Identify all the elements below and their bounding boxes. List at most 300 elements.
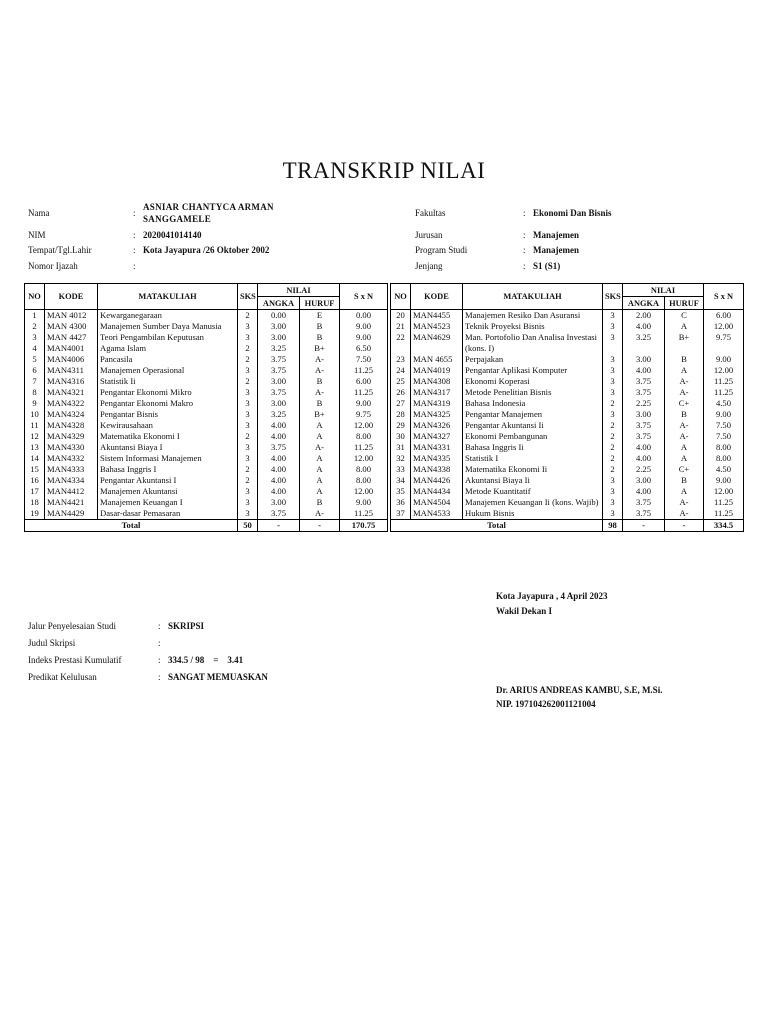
course-name: Akuntansi Biaya Ii — [463, 475, 603, 486]
course-sxn: 9.00 — [704, 354, 744, 365]
course-name: Pancasila — [98, 354, 238, 365]
course-angka: 3.75 — [623, 431, 665, 442]
course-name: Pengantar Ekonomi Mikro — [98, 387, 238, 398]
course-name: Manajemen Keuangan I — [98, 497, 238, 508]
course-sxn: 6.00 — [340, 376, 388, 387]
course-no: 8 — [25, 387, 45, 398]
course-sks: 2 — [238, 354, 258, 365]
label-nomor-ijazah: Nomor Ijazah — [28, 261, 78, 271]
course-code: MAN4504 — [411, 497, 463, 508]
course-name: Manajemen Sumber Daya Manusia — [98, 321, 238, 332]
course-angka: 0.00 — [258, 310, 300, 322]
course-sks: 3 — [238, 453, 258, 464]
course-no: 27 — [391, 398, 411, 409]
course-code: MAN4326 — [411, 420, 463, 431]
course-angka: 3.75 — [258, 387, 300, 398]
course-huruf: A- — [665, 497, 704, 508]
course-angka: 3.75 — [258, 442, 300, 453]
course-angka: 4.00 — [258, 420, 300, 431]
course-row — [25, 409, 388, 420]
course-sks: 3 — [238, 387, 258, 398]
course-sxn: 7.50 — [340, 354, 388, 365]
course-sks: 3 — [238, 409, 258, 420]
left-total-sxn: 170.75 — [340, 520, 388, 532]
course-code: MAN4319 — [411, 398, 463, 409]
course-name: Statistik Ii — [98, 376, 238, 387]
course-code: MAN4338 — [411, 464, 463, 475]
label-jenjang: Jenjang — [415, 261, 443, 271]
course-name: Pengantar Akuntansi I — [98, 475, 238, 486]
course-huruf: B — [300, 398, 340, 409]
course-row — [391, 508, 744, 520]
course-code: MAN 4300 — [45, 321, 98, 332]
course-code: MAN4335 — [411, 453, 463, 464]
course-row — [391, 376, 744, 387]
colon: : — [133, 230, 136, 240]
course-code: MAN 4655 — [411, 354, 463, 365]
course-huruf: A — [300, 486, 340, 497]
course-angka: 3.75 — [258, 354, 300, 365]
course-name: Statistik I — [463, 453, 603, 464]
course-name: Metode Penelitian Bisnis — [463, 387, 603, 398]
course-no: 4 — [25, 343, 45, 354]
course-no: 12 — [25, 431, 45, 442]
colon: : — [133, 245, 136, 255]
place-date: Kota Jayapura , 4 April 2023 — [496, 591, 608, 601]
value-program-studi: Manajemen — [533, 245, 579, 255]
course-row — [25, 310, 388, 322]
course-no: 15 — [25, 464, 45, 475]
left-total-huruf: - — [300, 520, 340, 532]
course-angka: 3.00 — [258, 376, 300, 387]
colon: : — [523, 230, 526, 240]
course-code: MAN4322 — [45, 398, 98, 409]
course-no: 33 — [391, 464, 411, 475]
course-huruf: B — [300, 321, 340, 332]
course-sxn: 9.00 — [704, 475, 744, 486]
course-angka: 4.00 — [258, 464, 300, 475]
summary-row — [28, 671, 348, 684]
course-sks: 3 — [603, 332, 623, 354]
header-sks: SKS — [238, 284, 258, 310]
course-sks: 3 — [238, 497, 258, 508]
colon: : — [158, 621, 161, 631]
course-row — [391, 475, 744, 486]
course-code: MAN4434 — [411, 486, 463, 497]
course-sxn: 9.00 — [704, 409, 744, 420]
course-no: 29 — [391, 420, 411, 431]
grades-table-left — [24, 283, 388, 532]
header-no: NO — [25, 284, 45, 310]
header-angka: ANGKA — [258, 297, 300, 310]
course-sxn: 9.00 — [340, 398, 388, 409]
course-no: 2 — [25, 321, 45, 332]
course-angka: 3.00 — [623, 354, 665, 365]
course-row — [391, 453, 744, 464]
course-name: Bahasa Inggris I — [98, 464, 238, 475]
course-sks: 3 — [603, 486, 623, 497]
course-sks: 2 — [603, 453, 623, 464]
course-code: MAN4308 — [411, 376, 463, 387]
course-code: MAN4001 — [45, 343, 98, 354]
course-huruf: A- — [300, 442, 340, 453]
course-huruf: A- — [300, 365, 340, 376]
header-no: NO — [391, 284, 411, 310]
summary-label: Indeks Prestasi Kumulatif — [28, 655, 122, 665]
course-code: MAN 4012 — [45, 310, 98, 322]
course-sks: 3 — [238, 321, 258, 332]
summary-value: 334.5 / 98 = 3.41 — [168, 655, 244, 665]
course-name: Pengantar Manajemen — [463, 409, 603, 420]
course-huruf: A — [665, 453, 704, 464]
course-huruf: B+ — [300, 409, 340, 420]
course-angka: 3.75 — [623, 420, 665, 431]
course-sks: 3 — [238, 332, 258, 343]
course-no: 36 — [391, 497, 411, 508]
course-code: MAN4006 — [45, 354, 98, 365]
course-sxn: 8.00 — [704, 453, 744, 464]
course-no: 14 — [25, 453, 45, 464]
summary-value: SKRIPSI — [168, 621, 205, 631]
course-sks: 3 — [238, 398, 258, 409]
course-sxn: 7.50 — [704, 431, 744, 442]
course-sxn: 11.25 — [704, 376, 744, 387]
course-name: Agama Islam — [98, 343, 238, 354]
header-matakuliah: MATAKULIAH — [98, 284, 238, 310]
header-angka: ANGKA — [623, 297, 665, 310]
course-name: Metode Kuantitatif — [463, 486, 603, 497]
colon: : — [523, 245, 526, 255]
course-sks: 2 — [603, 431, 623, 442]
course-sks: 3 — [238, 365, 258, 376]
course-angka: 3.00 — [258, 332, 300, 343]
label-jurusan: Jurusan — [415, 230, 443, 240]
course-sxn: 8.00 — [340, 431, 388, 442]
course-angka: 3.75 — [258, 365, 300, 376]
course-sxn: 11.25 — [704, 497, 744, 508]
course-sxn: 9.75 — [704, 332, 744, 354]
course-row — [25, 497, 388, 508]
course-angka: 4.00 — [623, 365, 665, 376]
course-sxn: 11.25 — [704, 508, 744, 520]
course-angka: 3.00 — [258, 321, 300, 332]
course-no: 6 — [25, 365, 45, 376]
course-no: 19 — [25, 508, 45, 520]
value-tempat-tgl-lahir: Kota Jayapura /26 Oktober 2002 — [143, 245, 270, 255]
left-total-sks: 50 — [238, 520, 258, 532]
course-sks: 3 — [603, 354, 623, 365]
label-program-studi: Program Studi — [415, 245, 468, 255]
course-huruf: A — [665, 442, 704, 453]
course-code: MAN4426 — [411, 475, 463, 486]
colon: : — [158, 638, 161, 648]
course-no: 35 — [391, 486, 411, 497]
right-total-label: Total — [391, 520, 603, 532]
course-angka: 4.00 — [258, 486, 300, 497]
course-sks: 2 — [603, 464, 623, 475]
course-huruf: B+ — [300, 343, 340, 354]
course-no: 21 — [391, 321, 411, 332]
course-code: MAN4629 — [411, 332, 463, 354]
course-row — [25, 365, 388, 376]
course-code: MAN4429 — [45, 508, 98, 520]
course-row — [391, 442, 744, 453]
course-row — [391, 354, 744, 365]
course-angka: 3.75 — [623, 387, 665, 398]
course-angka: 3.25 — [258, 409, 300, 420]
course-code: MAN4321 — [45, 387, 98, 398]
course-code: MAN4523 — [411, 321, 463, 332]
value-jenjang: S1 (S1) — [533, 261, 561, 271]
course-code: MAN4329 — [45, 431, 98, 442]
course-row — [25, 453, 388, 464]
course-sks: 3 — [603, 310, 623, 322]
course-huruf: C+ — [665, 464, 704, 475]
course-sks: 2 — [238, 310, 258, 322]
grades-table-right — [390, 283, 744, 532]
course-sks: 2 — [238, 431, 258, 442]
course-no: 9 — [25, 398, 45, 409]
course-name: Akuntansi Biaya I — [98, 442, 238, 453]
course-row — [25, 464, 388, 475]
course-row — [25, 343, 388, 354]
course-row — [391, 497, 744, 508]
course-angka: 4.00 — [258, 475, 300, 486]
signer-position: Wakil Dekan I — [496, 606, 553, 616]
colon: : — [158, 672, 161, 682]
header-kode: KODE — [411, 284, 463, 310]
header-huruf: HURUF — [300, 297, 340, 310]
left-course-rows — [25, 310, 388, 520]
summary-label: Predikat Kelulusan — [28, 672, 97, 682]
value-jurusan: Manajemen — [533, 230, 579, 240]
value-fakultas: Ekonomi Dan Bisnis — [533, 208, 612, 218]
course-name: Matematika Ekonomi I — [98, 431, 238, 442]
course-row — [25, 332, 388, 343]
course-sxn: 11.25 — [340, 365, 388, 376]
colon: : — [523, 208, 526, 218]
colon: : — [523, 261, 526, 271]
summary-label: Judul Skripsi — [28, 638, 76, 648]
header-huruf: HURUF — [665, 297, 704, 310]
course-code: MAN 4427 — [45, 332, 98, 343]
course-name: Kewirausahaan — [98, 420, 238, 431]
course-sks: 2 — [603, 420, 623, 431]
course-angka: 4.00 — [258, 453, 300, 464]
course-name: Manajemen Akuntansi — [98, 486, 238, 497]
document-title: TRANSKRIP NILAI — [282, 158, 486, 183]
course-angka: 3.00 — [623, 409, 665, 420]
course-sxn: 12.00 — [704, 365, 744, 376]
course-angka: 2.25 — [623, 464, 665, 475]
course-sxn: 9.75 — [340, 409, 388, 420]
header-nilai: NILAI — [623, 284, 704, 297]
course-sxn: 12.00 — [340, 420, 388, 431]
course-sxn: 11.25 — [340, 442, 388, 453]
course-name: Man. Portofolio Dan Analisa Investasi (kons. I) — [463, 332, 603, 354]
course-sxn: 4.50 — [704, 464, 744, 475]
course-row — [391, 321, 744, 332]
course-sks: 2 — [238, 376, 258, 387]
summary-row — [28, 620, 348, 633]
summary-row — [28, 654, 348, 667]
course-angka: 4.00 — [623, 453, 665, 464]
course-code: MAN4311 — [45, 365, 98, 376]
course-sks: 3 — [238, 420, 258, 431]
course-huruf: C — [665, 310, 704, 322]
header-sks: SKS — [603, 284, 623, 310]
course-name: Ekonomi Koperasi — [463, 376, 603, 387]
course-sxn: 6.00 — [704, 310, 744, 322]
course-angka: 2.00 — [623, 310, 665, 322]
course-huruf: A- — [665, 387, 704, 398]
course-huruf: A — [665, 486, 704, 497]
course-code: MAN4533 — [411, 508, 463, 520]
signer-name: Dr. ARIUS ANDREAS KAMBU, S.E, M.Si. — [496, 685, 663, 695]
course-row — [25, 486, 388, 497]
course-code: MAN4332 — [45, 453, 98, 464]
graduation-summary — [28, 620, 348, 684]
course-sxn: 6.50 — [340, 343, 388, 354]
course-sxn: 9.00 — [340, 332, 388, 343]
course-sks: 2 — [603, 442, 623, 453]
course-name: Ekonomi Pembangunan — [463, 431, 603, 442]
course-name: Manajemen Operasional — [98, 365, 238, 376]
course-sks: 3 — [603, 409, 623, 420]
course-code: MAN4328 — [45, 420, 98, 431]
course-no: 7 — [25, 376, 45, 387]
course-no: 11 — [25, 420, 45, 431]
course-code: MAN4327 — [411, 431, 463, 442]
right-total-sks: 98 — [603, 520, 623, 532]
course-sks: 3 — [603, 365, 623, 376]
course-row — [25, 376, 388, 387]
course-row — [25, 354, 388, 365]
course-sxn: 7.50 — [704, 420, 744, 431]
course-code: MAN4019 — [411, 365, 463, 376]
course-no: 16 — [25, 475, 45, 486]
course-no: 30 — [391, 431, 411, 442]
course-sks: 3 — [603, 508, 623, 520]
course-angka: 2.25 — [623, 398, 665, 409]
course-no: 24 — [391, 365, 411, 376]
course-name: Perpajakan — [463, 354, 603, 365]
course-sxn: 12.00 — [704, 321, 744, 332]
course-name: Pengantar Akuntansi Ii — [463, 420, 603, 431]
course-no: 10 — [25, 409, 45, 420]
course-no: 28 — [391, 409, 411, 420]
course-sks: 3 — [238, 442, 258, 453]
course-angka: 3.00 — [258, 497, 300, 508]
course-sxn: 8.00 — [340, 464, 388, 475]
right-total-angka: - — [623, 520, 665, 532]
course-sks: 3 — [603, 475, 623, 486]
colon: : — [133, 261, 136, 271]
course-huruf: B — [300, 497, 340, 508]
course-no: 13 — [25, 442, 45, 453]
course-name: Pengantar Aplikasi Komputer — [463, 365, 603, 376]
course-no: 22 — [391, 332, 411, 354]
course-name: Manajemen Keuangan Ii (kons. Wajib) — [463, 497, 603, 508]
course-row — [25, 431, 388, 442]
course-huruf: A — [665, 365, 704, 376]
course-name: Hukum Bisnis — [463, 508, 603, 520]
course-huruf: A- — [665, 420, 704, 431]
course-sxn: 11.25 — [340, 508, 388, 520]
right-total-sxn: 334.5 — [704, 520, 744, 532]
course-name: Kewarganegaraan — [98, 310, 238, 322]
header-sxn: S x N — [704, 284, 744, 310]
course-no: 18 — [25, 497, 45, 508]
course-huruf: B+ — [665, 332, 704, 354]
course-angka: 3.75 — [623, 508, 665, 520]
course-huruf: A- — [300, 387, 340, 398]
course-no: 1 — [25, 310, 45, 322]
course-code: MAN4455 — [411, 310, 463, 322]
right-course-rows — [391, 310, 744, 520]
course-huruf: B — [665, 409, 704, 420]
course-sxn: 12.00 — [704, 486, 744, 497]
course-name: Matematika Ekonomi Ii — [463, 464, 603, 475]
course-huruf: A — [300, 431, 340, 442]
course-code: MAN4330 — [45, 442, 98, 453]
course-code: MAN4421 — [45, 497, 98, 508]
summary-value: SANGAT MEMUASKAN — [168, 672, 268, 682]
course-row — [391, 398, 744, 409]
course-huruf: A — [300, 464, 340, 475]
course-row — [25, 398, 388, 409]
course-sks: 2 — [603, 398, 623, 409]
course-sks: 3 — [238, 508, 258, 520]
label-fakultas: Fakultas — [415, 208, 446, 218]
label-nim: NIM — [28, 230, 46, 240]
course-no: 20 — [391, 310, 411, 322]
course-angka: 3.75 — [623, 497, 665, 508]
course-huruf: B — [300, 376, 340, 387]
course-sxn: 12.00 — [340, 486, 388, 497]
course-sks: 2 — [238, 464, 258, 475]
course-sxn: 9.00 — [340, 321, 388, 332]
course-sxn: 11.25 — [340, 387, 388, 398]
signer-nip: NIP. 197104262001121004 — [496, 699, 596, 709]
course-row — [25, 475, 388, 486]
course-angka: 4.00 — [623, 486, 665, 497]
course-huruf: A- — [665, 376, 704, 387]
course-no: 25 — [391, 376, 411, 387]
course-row — [391, 420, 744, 431]
course-no: 26 — [391, 387, 411, 398]
course-huruf: E — [300, 310, 340, 322]
course-huruf: A — [300, 420, 340, 431]
course-code: MAN4334 — [45, 475, 98, 486]
course-code: MAN4333 — [45, 464, 98, 475]
colon: : — [158, 655, 161, 665]
colon: : — [133, 208, 136, 218]
course-no: 31 — [391, 442, 411, 453]
summary-label: Jalur Penyelesaian Studi — [28, 621, 116, 631]
course-sxn: 11.25 — [704, 387, 744, 398]
header-kode: KODE — [45, 284, 98, 310]
course-row — [25, 508, 388, 520]
course-angka: 4.00 — [623, 442, 665, 453]
course-sks: 3 — [603, 387, 623, 398]
header-sxn: S x N — [340, 284, 388, 310]
course-name: Sistem Informasi Manajemen — [98, 453, 238, 464]
course-code: MAN4331 — [411, 442, 463, 453]
course-no: 37 — [391, 508, 411, 520]
course-row — [391, 409, 744, 420]
course-name: Pengantar Ekonomi Makro — [98, 398, 238, 409]
